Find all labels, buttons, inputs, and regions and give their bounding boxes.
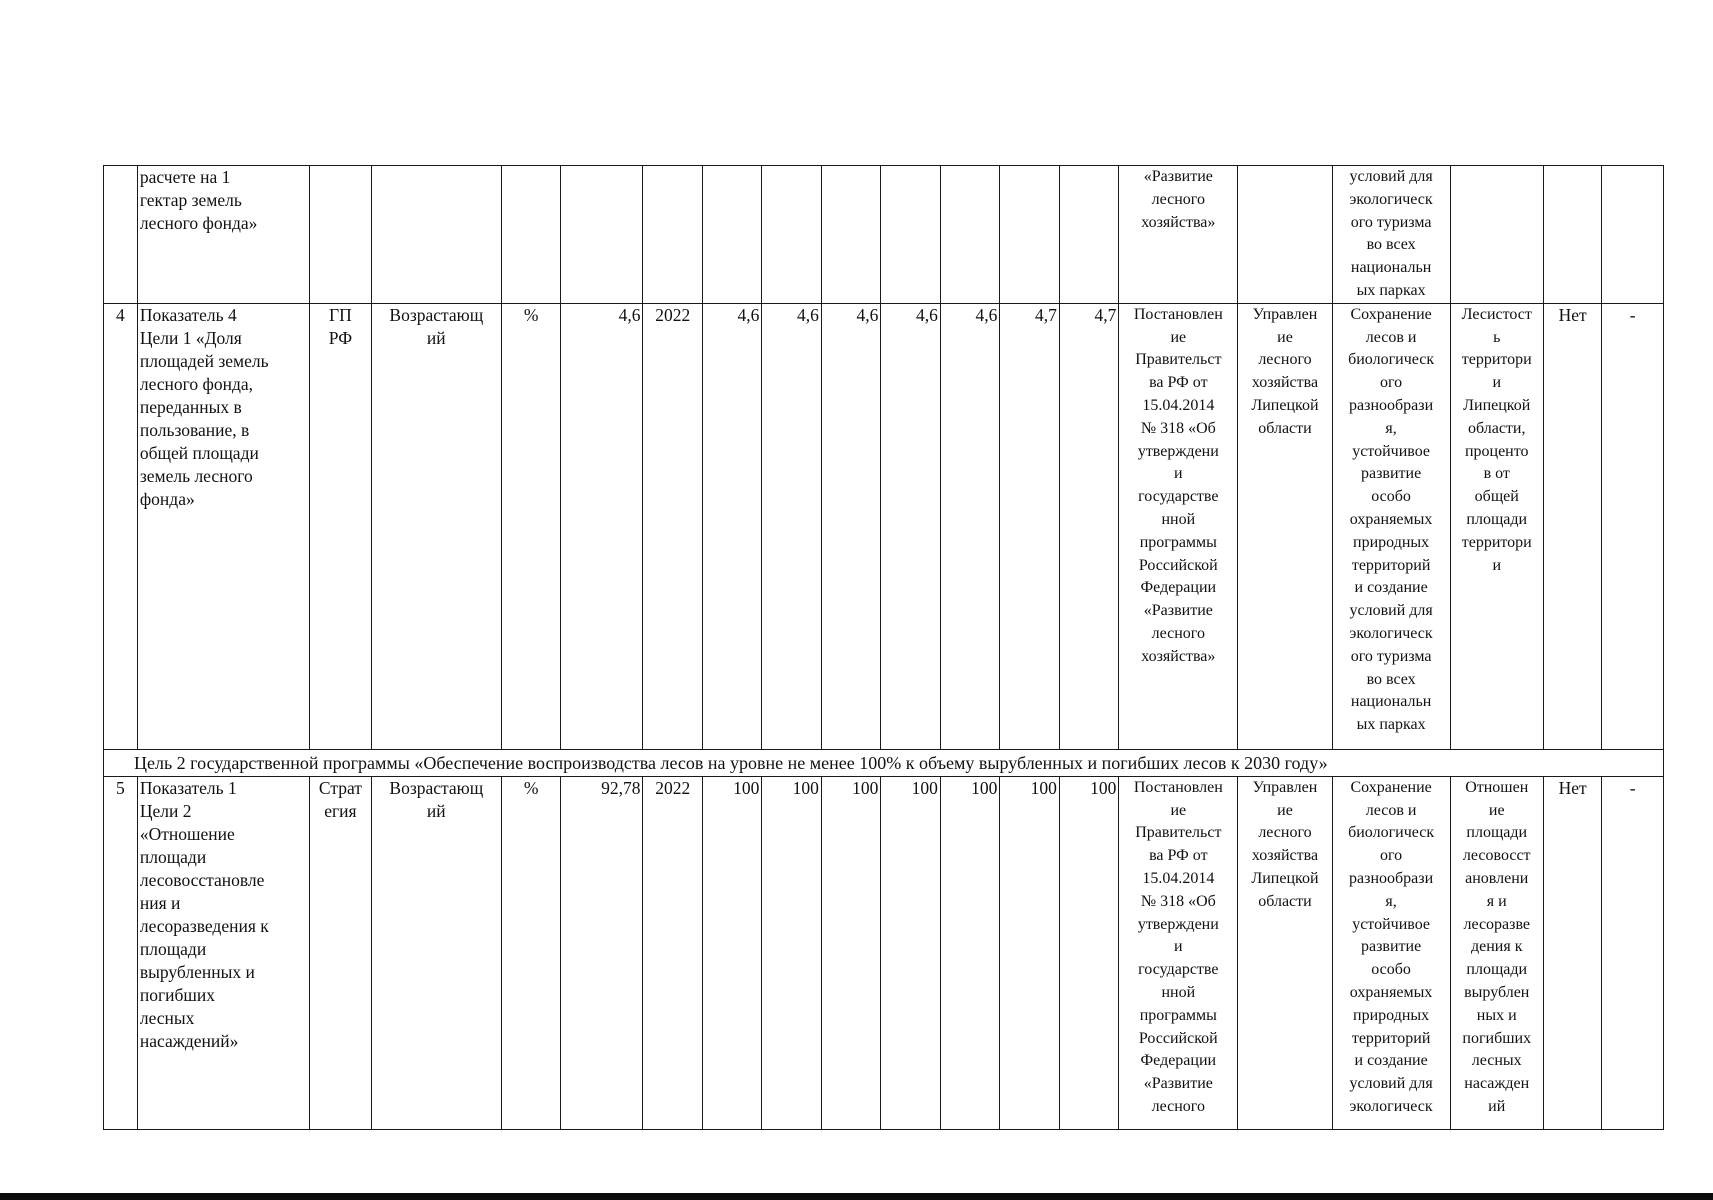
value-year-5 (940, 166, 999, 304)
link-goal-cell: Сохранение лесов и биологическ ого разнообрази я, устойчивое развитие особо охраняемых природных территорий и создание условий для экологическ (1332, 776, 1450, 1129)
link-indicator-cell (1450, 166, 1543, 304)
link-indicator-cell: Отношен ие площади лесовосст ановлени я и лесоразве дения к площади вырублен ных и погибших лесных насажден ий (1450, 776, 1543, 1129)
unit: % (501, 776, 560, 1129)
table-row (104, 303, 1664, 749)
base-value: 92,78 (561, 776, 643, 1129)
gis-cell (1543, 166, 1601, 304)
value-year-2 (762, 166, 821, 304)
value-year-7 (1059, 166, 1118, 304)
value-year-3 (821, 166, 880, 304)
value-year-1: 100 (702, 776, 761, 1129)
base-year (643, 166, 702, 304)
gis-cell: Нет (1543, 303, 1601, 749)
link-indicator-cell: Лесистост ь территори и Липецкой области, проценто в от общей площади территори и (1450, 303, 1543, 749)
document-cell: Постановлен ие Правительст ва РФ от 15.04.2014 № 318 «Об утверждени и государстве нной программы Российской Федерации «Развитие лесного (1119, 776, 1238, 1129)
indicator-name: Показатель 4 Цели 1 «Доля площадей земель лесного фонда, переданных в пользование, в общей площади земель лесного фонда» (137, 303, 309, 749)
value-year-6 (1000, 166, 1059, 304)
indicator-direction: Возрастающ ий (371, 776, 501, 1129)
unit (501, 166, 560, 304)
value-year-6: 100 (1000, 776, 1059, 1129)
document-cell: Постановлен ие Правительст ва РФ от 15.04.2014 № 318 «Об утверждени и государстве нной программы Российской Федерации «Развитие лесного хозяйства» (1119, 303, 1238, 749)
base-value: 4,6 (561, 303, 643, 749)
link-goal-cell: условий для экологическ ого туризма во всех национальн ых парках (1332, 166, 1450, 304)
value-year-7: 4,7 (1059, 303, 1118, 749)
value-year-4: 4,6 (881, 303, 940, 749)
info-cell (1602, 166, 1664, 304)
responsible-cell: Управлен ие лесного хозяйства Липецкой области (1238, 303, 1332, 749)
goal-2-title: Цель 2 государственной программы «Обеспечение воспроизводства лесов на уровне не менее 100% к объему вырубленных и погибших лесов к 2030 году» (104, 749, 1664, 776)
base-year: 2022 (643, 303, 702, 749)
row-number: 5 (104, 776, 138, 1129)
document-cell: «Развитие лесного хозяйства» (1119, 166, 1238, 304)
value-year-2: 4,6 (762, 303, 821, 749)
value-year-3: 4,6 (821, 303, 880, 749)
value-year-4: 100 (881, 776, 940, 1129)
indicator-level (310, 166, 372, 304)
base-year: 2022 (643, 776, 702, 1129)
indicator-name: Показатель 1 Цели 2 «Отношение площади лесовосстановле ния и лесоразведения к площади вырубленных и погибших лесных насаждений» (137, 776, 309, 1129)
table-row (104, 166, 1664, 304)
indicator-direction: Возрастающ ий (371, 303, 501, 749)
table-row (104, 776, 1664, 1129)
base-value (561, 166, 643, 304)
link-goal-cell: Сохранение лесов и биологическ ого разнообрази я, устойчивое развитие особо охраняемых природных территорий и создание условий для экологическ ого туризма во всех национальн ых парках (1332, 303, 1450, 749)
value-year-1: 4,6 (702, 303, 761, 749)
value-year-2: 100 (762, 776, 821, 1129)
value-year-3: 100 (821, 776, 880, 1129)
indicator-name: расчете на 1 гектар земель лесного фонда» (137, 166, 309, 304)
gis-cell: Нет (1543, 776, 1601, 1129)
value-year-4 (881, 166, 940, 304)
row-number (104, 166, 138, 304)
responsible-cell: Управлен ие лесного хозяйства Липецкой области (1238, 776, 1332, 1129)
responsible-cell (1238, 166, 1332, 304)
info-cell: - (1602, 776, 1664, 1129)
indicators-table (103, 165, 1664, 1130)
indicator-level: Страт егия (310, 776, 372, 1129)
value-year-5: 4,6 (940, 303, 999, 749)
info-cell: - (1602, 303, 1664, 749)
scan-bottom-edge (0, 1193, 1713, 1200)
goal-row (104, 749, 1664, 776)
value-year-1 (702, 166, 761, 304)
row-number: 4 (104, 303, 138, 749)
unit: % (501, 303, 560, 749)
value-year-7: 100 (1059, 776, 1118, 1129)
value-year-5: 100 (940, 776, 999, 1129)
indicator-level: ГП РФ (310, 303, 372, 749)
value-year-6: 4,7 (1000, 303, 1059, 749)
indicator-direction (371, 166, 501, 304)
